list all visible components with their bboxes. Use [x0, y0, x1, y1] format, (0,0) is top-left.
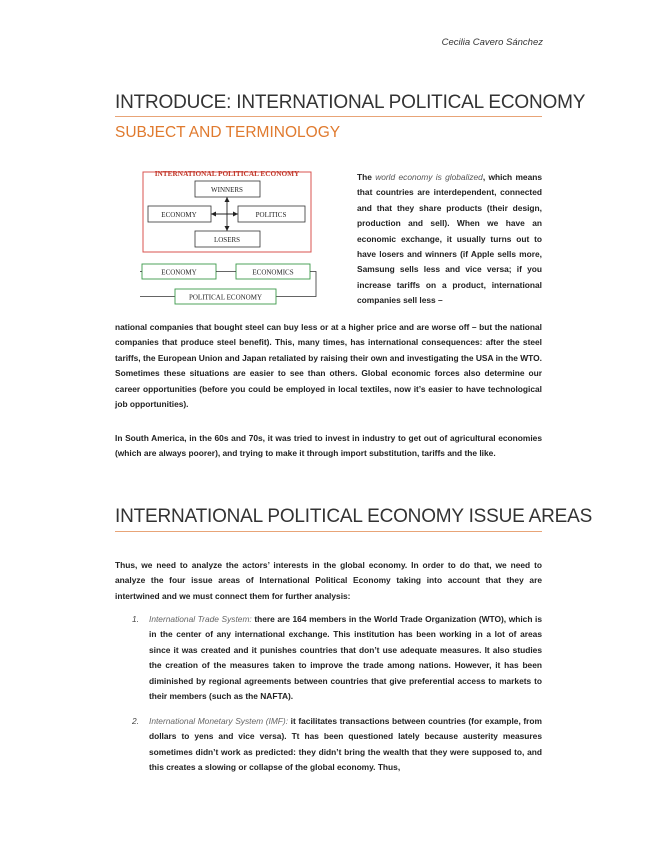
list-item-number: 1. [132, 614, 139, 624]
bottom-economics-label: ECONOMICS [252, 268, 294, 277]
intro-side-text: , which means that countries are interdependent, connected and that they share products (their design, production and sell). When we have an economic exchange, it usually turns out to have losers and winners (if Apple sells more, Samsung sells less and vice versa; if you increase tariffs on a product, international companies sell less – [357, 172, 543, 306]
issue-areas-intro: Thus, we need to analyze the actors’ interests in the global economy. In order to do that, we need to analyze the four issue areas of International Political Economy taking into account that they are intertwined and we must connect them for further analysis: [115, 560, 542, 601]
list-item-lead: International Monetary System (IMF): [149, 716, 289, 726]
intro-lead: The [357, 172, 372, 182]
section-title-issue-areas: INTERNATIONAL POLITICAL ECONOMY ISSUE AREAS [115, 506, 593, 527]
section-title-intro: INTRODUCE: INTERNATIONAL POLITICAL ECONOMY [115, 92, 586, 113]
intro-paragraph-side [357, 170, 542, 309]
winners-label: WINNERS [211, 186, 243, 194]
list-item-body: it facilitates transactions between countries (for example, from dollars to yens and vice versa). Tt has been questioned lately because austerity measures sometimes didn’t work as predicted: they didn’t bring the wealth that they were supposed to, and this creates a slowing or collapse of the global economy. Thus, [149, 716, 542, 773]
intro-paragraph-continued: national companies that bought steel can buy less or at a higher price and are worse off – but the national companies that produce steel benefit). This, many times, has international consequences: after the steel tariffs, the European Union and Japan retaliated by raising their own and investigating the USA in the WTO. Sometimes these situations are easier to see than others. Global economic forces also determine our career opportunities (before you could be employed in local textiles, now it’s easier to have technological job opportunities). [115, 322, 542, 410]
list-item-body: there are 164 members in the World Trade Organization (WTO), which is in the center of any international exchange. This institution has been working in a lot of areas since it was created and it punishes countries that don’t use adequate measures. It also studies the creation of the measures taken to improve the trade among nations. However, it has been diminished by regional agreements between countries that give preferential access to markets to their members (such as the NAFTA). [149, 614, 542, 702]
intro-emphasis: world economy is globalized [375, 172, 483, 182]
diagram-title: INTERNATIONAL POLITICAL ECONOMY [154, 169, 300, 178]
list-item-text [149, 714, 542, 776]
economy-label: ECONOMY [161, 211, 197, 219]
list-item-lead: International Trade System: [149, 614, 252, 624]
bottom-political-economy-label: POLITICAL ECONOMY [188, 293, 263, 302]
politics-label: POLITICS [255, 211, 287, 219]
author-name: Cecilia Cavero Sánchez [441, 37, 543, 48]
ipe-diagram [140, 163, 330, 311]
losers-label: LOSERS [213, 236, 241, 244]
south-america-paragraph: In South America, in the 60s and 70s, it was tried to invest in industry to get out of agricultural economies (which are always poorer), and trying to make it through import substitution, tariffs and the like. [115, 433, 542, 459]
heading-divider [115, 116, 542, 117]
list-item-number: 2. [132, 716, 139, 726]
heading-divider [115, 531, 542, 532]
bottom-economy-label: ECONOMY [161, 268, 197, 277]
list-item-text [149, 612, 542, 704]
section-subtitle: SUBJECT AND TERMINOLOGY [115, 124, 341, 141]
